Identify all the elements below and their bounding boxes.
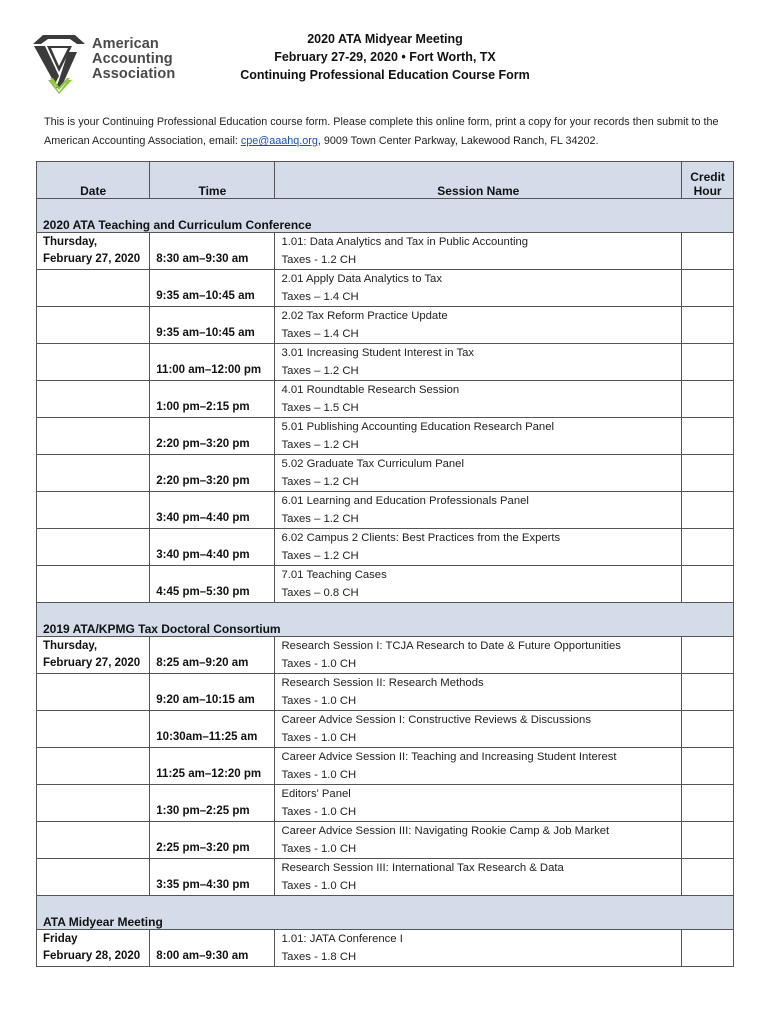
date-cell [37,492,150,529]
section-title: ATA Midyear Meeting [37,896,734,930]
session-credit-info: Taxes - 1.0 CH [281,695,357,707]
credit-hour-input-cell[interactable] [682,381,734,418]
session-credit-info: Taxes - 1.8 CH [281,951,357,963]
credit-hour-input-cell[interactable] [682,822,734,859]
date-cell [37,930,150,967]
session-name: 6.02 Campus 2 Clients: Best Practices from the Experts [281,532,561,544]
table-row [37,674,734,711]
session-name: 4.01 Roundtable Research Session [281,384,460,396]
session-cell [275,529,682,566]
time-cell: 9:20 am–10:15 am [150,674,275,711]
credit-hour-input-cell[interactable] [682,344,734,381]
session-name: 5.02 Graduate Tax Curriculum Panel [281,458,464,470]
date-cell [37,418,150,455]
date-full: February 27, 2020 [43,657,141,669]
date-full: February 27, 2020 [43,253,141,265]
credit-hour-input-cell[interactable] [682,748,734,785]
credit-hour-input-cell[interactable] [682,270,734,307]
session-name: Career Advice Session II: Teaching and Increasing Student Interest [281,751,617,763]
session-name: 6.01 Learning and Education Professionals Panel [281,495,529,507]
date-cell [37,344,150,381]
time-cell: 9:35 am–10:45 am [150,307,275,344]
time-cell: 10:30am–11:25 am [150,711,275,748]
session-credit-info: Taxes – 1.2 CH [281,550,359,562]
session-cell [275,785,682,822]
session-cell [275,381,682,418]
session-cell [275,859,682,896]
date-cell [37,529,150,566]
date-cell [37,637,150,674]
time-cell: 8:25 am–9:20 am [150,637,275,674]
session-credit-info: Taxes – 1.4 CH [281,328,359,340]
table-row [37,381,734,418]
time-cell: 9:35 am–10:45 am [150,270,275,307]
session-credit-info: Taxes - 1.0 CH [281,732,357,744]
session-credit-info: Taxes – 1.2 CH [281,513,359,525]
intro-paragraph [44,113,724,151]
date-day: Thursday, [43,236,98,248]
intro-text: This is your Continuing Professional Education course form. Please complete this online form, print a copy for your records then submit to the American Accounting Association, email: [44,116,719,147]
logo-line-1: American [92,36,159,52]
logo-line-3: Association [92,66,176,82]
date-cell [37,748,150,785]
session-credit-info: Taxes – 1.2 CH [281,439,359,451]
table-row [37,233,734,270]
table-row [37,711,734,748]
logo-line-2: Accounting [92,51,173,67]
credit-hour-input-cell[interactable] [682,637,734,674]
date-cell [37,711,150,748]
table-row [37,492,734,529]
time-cell: 2:20 pm–3:20 pm [150,418,275,455]
time-cell: 3:40 pm–4:40 pm [150,529,275,566]
session-name: 7.01 Teaching Cases [281,569,387,581]
date-cell [37,566,150,603]
time-cell: 11:00 am–12:00 pm [150,344,275,381]
session-credit-info: Taxes - 1.0 CH [281,658,357,670]
credit-hour-input-cell[interactable] [682,307,734,344]
course-form-table [36,161,734,967]
session-name: 1.01: JATA Conference I [281,933,403,945]
table-row [37,566,734,603]
session-credit-info: Taxes - 1.0 CH [281,843,357,855]
session-cell [275,674,682,711]
credit-hour-input-cell[interactable] [682,233,734,270]
session-cell [275,637,682,674]
session-cell [275,822,682,859]
session-cell [275,270,682,307]
credit-hour-input-cell[interactable] [682,455,734,492]
session-name: 5.01 Publishing Accounting Education Research Panel [281,421,555,433]
date-column-header: Date [37,162,150,199]
session-credit-info: Taxes - 1.0 CH [281,806,357,818]
section-header-row [37,603,734,637]
table-row [37,785,734,822]
date-full: February 28, 2020 [43,950,141,962]
table-row [37,637,734,674]
session-name: 2.01 Apply Data Analytics to Tax [281,273,442,285]
table-row [37,344,734,381]
credit-column-header [682,162,734,199]
meeting-title: 2020 ATA Midyear Meeting [307,32,463,46]
session-cell [275,233,682,270]
session-cell [275,711,682,748]
session-credit-info: Taxes – 1.5 CH [281,402,359,414]
time-cell: 2:25 pm–3:20 pm [150,822,275,859]
table-row [37,859,734,896]
credit-hour-input-cell[interactable] [682,930,734,967]
time-cell: 11:25 am–12:20 pm [150,748,275,785]
session-name: Research Session III: International Tax Research & Data [281,862,564,874]
session-name: 2.02 Tax Reform Practice Update [281,310,448,322]
session-credit-info: Taxes – 0.8 CH [281,587,359,599]
session-name: 1.01: Data Analytics and Tax in Public Accounting [281,236,529,248]
session-credit-info: Taxes – 1.4 CH [281,291,359,303]
session-name: 3.01 Increasing Student Interest in Tax [281,347,475,359]
meeting-dates-location: February 27-29, 2020 • Fort Worth, TX [274,50,496,64]
time-cell: 8:30 am–9:30 am [150,233,275,270]
credit-hour-input-cell[interactable] [682,418,734,455]
table-row [37,529,734,566]
time-cell: 8:00 am–9:30 am [150,930,275,967]
form-title: Continuing Professional Education Course Form [240,68,530,82]
session-cell [275,566,682,603]
form-header [0,30,770,84]
session-name: Research Session I: TCJA Research to Date & Future Opportunities [281,640,621,652]
email-link[interactable]: cpe@aaahq.org [240,135,318,147]
credit-header-line-2: Hour [693,184,722,198]
time-column-header: Time [150,162,275,199]
session-cell [275,930,682,967]
session-cell [275,307,682,344]
time-cell: 4:45 pm–5:30 pm [150,566,275,603]
credit-hour-input-cell[interactable] [682,674,734,711]
time-cell: 3:35 pm–4:30 pm [150,859,275,896]
session-credit-info: Taxes - 1.0 CH [281,769,357,781]
session-cell [275,748,682,785]
credit-hour-input-cell[interactable] [682,859,734,896]
session-credit-info: Taxes – 1.2 CH [281,476,359,488]
table-row [37,822,734,859]
session-credit-info: Taxes - 1.2 CH [281,254,357,266]
session-credit-info: Taxes – 1.2 CH [281,365,359,377]
date-day: Friday [43,933,78,945]
table-row [37,930,734,967]
date-cell [37,785,150,822]
session-credit-info: Taxes - 1.0 CH [281,880,357,892]
section-header-row [37,199,734,233]
section-title: 2019 ATA/KPMG Tax Doctoral Consortium [37,603,734,637]
credit-hour-input-cell[interactable] [682,711,734,748]
session-name: Career Advice Session I: Constructive Reviews & Discussions [281,714,591,726]
date-cell [37,381,150,418]
credit-header-line-1: Credit [690,170,725,184]
session-cell [275,344,682,381]
session-name: Research Session II: Research Methods [281,677,484,689]
table-row [37,307,734,344]
section-header-row [37,896,734,930]
date-cell [37,233,150,270]
date-day: Thursday, [43,640,98,652]
intro-address: , 9009 Town Center Parkway, Lakewood Ranch, FL 34202. [317,135,599,147]
time-cell: 2:20 pm–3:20 pm [150,455,275,492]
date-cell [37,859,150,896]
date-cell [37,270,150,307]
session-cell [275,455,682,492]
date-cell [37,307,150,344]
credit-hour-input-cell[interactable] [682,566,734,603]
table-row [37,418,734,455]
table-row [37,270,734,307]
table-row [37,748,734,785]
session-cell [275,492,682,529]
table-body [37,199,734,967]
time-cell: 3:40 pm–4:40 pm [150,492,275,529]
time-cell: 1:30 pm–2:25 pm [150,785,275,822]
date-cell [37,455,150,492]
session-name: Career Advice Session III: Navigating Rookie Camp & Job Market [281,825,610,837]
credit-hour-input-cell[interactable] [682,785,734,822]
table-header-row [37,162,734,199]
session-cell [275,418,682,455]
time-cell: 1:00 pm–2:15 pm [150,381,275,418]
section-title: 2020 ATA Teaching and Curriculum Conference [37,199,734,233]
date-cell [37,674,150,711]
table-row [37,455,734,492]
credit-hour-input-cell[interactable] [682,529,734,566]
credit-hour-input-cell[interactable] [682,492,734,529]
session-column-header: Session Name [275,162,682,199]
date-cell [37,822,150,859]
session-name: Editors' Panel [281,788,351,800]
